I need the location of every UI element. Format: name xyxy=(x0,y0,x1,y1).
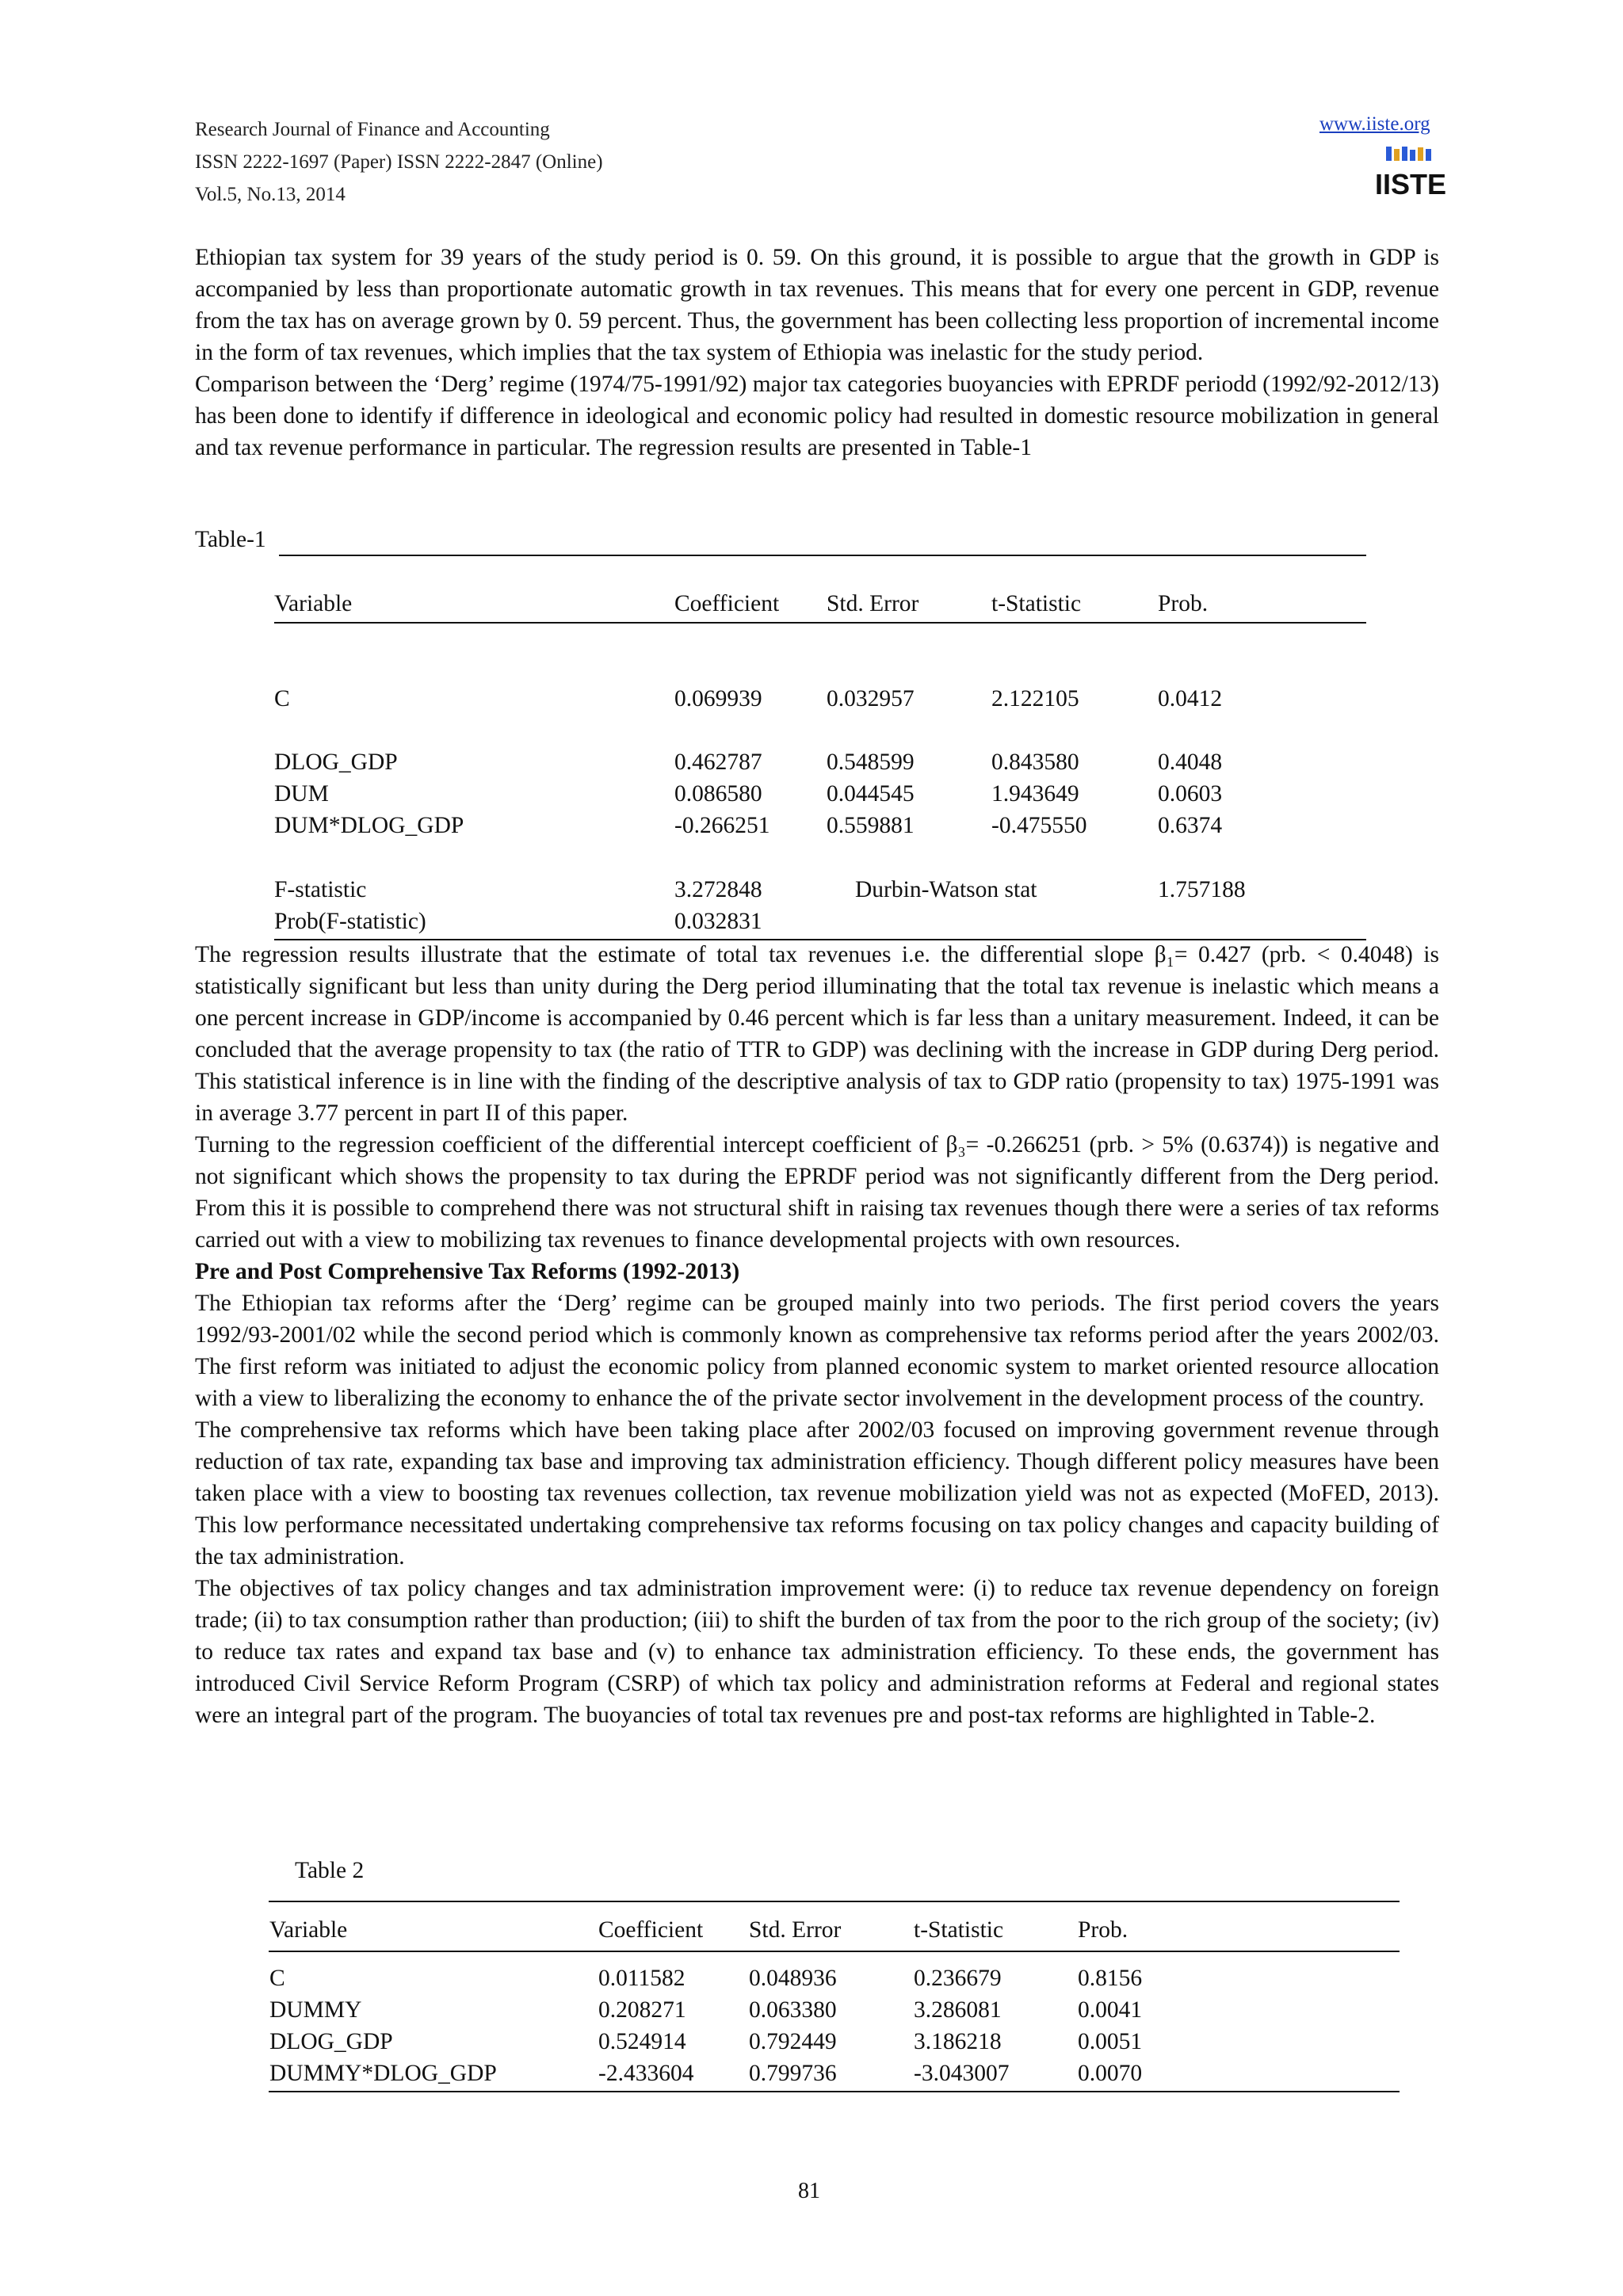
paragraph: The comprehensive tax reforms which have been taking place after 2002/03 focused on improving government revenue through reduction of tax rate, expanding tax base and improving tax administration efficiency. Though different policy measures have been taken place with a view to boosting tax revenues collection, tax revenue mobilization yield was not as expected (MoFED, 2013). This low performance necessitated undertaking comprehensive tax reforms focusing on tax policy changes and capacity building of the tax administration. xyxy=(195,1417,1439,1569)
table1-cell: 0.559881 xyxy=(827,813,915,838)
table1-top-rule xyxy=(279,555,1366,556)
paragraph: The regression results illustrate that the estimate of total tax revenues i.e. the differential slope β₁= 0.427 (prb. < 0.4048) is statistically significant but less than unity during the Derg period illuminating that the total tax revenue is inelastic which means a one percent increase in GDP/income is accompanied by 0.46 percent which is far less than a unitary measurement. Indeed, it can be concluded that the average propensity to tax (the ratio of TTR to GDP) was declining with the increase in GDP during Derg period. This statistical inference is in line with the finding of the descriptive analysis of tax to GDP ratio (propensity to tax) 1975-1991 was in average 3.77 percent in part II of this paper. xyxy=(195,942,1439,1126)
table2-cell: -3.043007 xyxy=(914,2061,1010,2086)
table2-caption: Table 2 xyxy=(295,1858,365,1883)
table1-stat-label: Durbin-Watson stat xyxy=(855,877,1037,902)
table1-cell: 0.032957 xyxy=(827,686,915,711)
table2-cell: 0.236679 xyxy=(914,1966,1002,1991)
table2-header-rule xyxy=(269,1951,1400,1952)
table2-header: Coefficient xyxy=(598,1917,704,1943)
paragraph: The objectives of tax policy changes and tax administration improvement were: (i) to reduce tax revenue dependency on foreign trade; (ii) to tax consumption rather than production; (iii) to shift the burden of tax from the poor to the rich group of the society; (iv) to reduce tax rates and expand tax base and (v) to enhance tax administration efficiency. To these ends, the government has introduced Civil Service Reform Program (CSRP) of which tax policy and administration reforms at Federal and regional states were an integral part of the program. The buoyancies of total tax revenues pre and post-tax reforms are highlighted in Table-2. xyxy=(195,1576,1439,1728)
table2-header: Std. Error xyxy=(749,1917,842,1943)
table1-stat-label: F-statistic xyxy=(274,877,367,902)
table2-cell: 0.011582 xyxy=(598,1966,685,1991)
table1-header: Coefficient xyxy=(674,591,780,616)
table1-cell: -0.475550 xyxy=(991,813,1087,838)
section-heading: Pre and Post Comprehensive Tax Reforms (1992-2013) xyxy=(195,1259,740,1284)
table2-cell: 3.186218 xyxy=(914,2029,1002,2054)
table1-header: Variable xyxy=(274,591,353,616)
body-text-top xyxy=(195,242,1439,463)
paragraph: Turning to the regression coefficient of the differential intercept coefficient of β₃= -0.266251 (prb. > 5% (0.6374)) is negative and not significant which shows the propensity to tax during the EPRDF period was not significantly different from the Derg period. From this it is possible to comprehend there was not structural shift in raising tax revenues though there were a series of tax reforms carried out with a view to mobilizing tax revenues to finance developmental projects with own resources. xyxy=(195,1132,1439,1253)
table2-bottom-rule xyxy=(269,2091,1400,2092)
table2-cell: 0.0041 xyxy=(1078,1997,1143,2023)
table2-header: Variable xyxy=(269,1917,348,1943)
table1-cell: 0.044545 xyxy=(827,781,915,807)
table1-cell: 0.0412 xyxy=(1158,686,1223,711)
table2-cell: 0.799736 xyxy=(749,2061,837,2086)
table1-stat-value: 3.272848 xyxy=(674,877,762,902)
table2-cell: 0.208271 xyxy=(598,1997,686,2023)
table1-cell: DUM xyxy=(274,781,329,807)
table1-cell: 0.6374 xyxy=(1158,813,1223,838)
table1-header: Prob. xyxy=(1158,591,1209,616)
table1-stat-value: 1.757188 xyxy=(1158,877,1246,902)
table1-header: t-Statistic xyxy=(991,591,1082,616)
journal-title: Research Journal of Finance and Accounting xyxy=(195,119,550,140)
iiste-logo xyxy=(1374,147,1447,204)
table1-cell: DLOG_GDP xyxy=(274,749,398,775)
table2-cell: 0.792449 xyxy=(749,2029,837,2054)
table1-stat-value: 0.032831 xyxy=(674,909,762,934)
table1-header: Std. Error xyxy=(827,591,919,616)
table1-header-rule xyxy=(274,622,1366,624)
table2-cell: DLOG_GDP xyxy=(269,2029,393,2054)
table1-stat-label: Prob(F-statistic) xyxy=(274,909,426,934)
table2-cell: C xyxy=(269,1966,285,1991)
table1-cell: 1.943649 xyxy=(991,781,1079,807)
table2-cell: 0.063380 xyxy=(749,1997,837,2023)
volume-line: Vol.5, No.13, 2014 xyxy=(195,184,346,205)
table2-cell: 0.524914 xyxy=(598,2029,686,2054)
table1-cell: C xyxy=(274,686,290,711)
table2-cell: -2.433604 xyxy=(598,2061,694,2086)
table2-top-rule xyxy=(269,1901,1400,1902)
page-number: 81 xyxy=(798,2179,820,2203)
table1-cell: 0.086580 xyxy=(674,781,762,807)
table2-cell: DUMMY*DLOG_GDP xyxy=(269,2061,497,2086)
table2-cell: DUMMY xyxy=(269,1997,362,2023)
table1-cell: 0.843580 xyxy=(991,749,1079,775)
paragraph: Ethiopian tax system for 39 years of the study period is 0. 59. On this ground, it is possible to argue that the growth in GDP is accompanied by less than proportionate automatic growth in tax revenues. This means that for every one percent in GDP, revenue from the tax has on average grown by 0. 59 percent. Thus, the government has been collecting less proportion of incremental income in the form of tax revenues, which implies that the tax system of Ethiopia was inelastic for the study period. xyxy=(195,245,1439,365)
table1-cell: 0.462787 xyxy=(674,749,762,775)
table2-header: Prob. xyxy=(1078,1917,1128,1943)
table1-cell: -0.266251 xyxy=(674,813,770,838)
table1-cell: 2.122105 xyxy=(991,686,1079,711)
table1-cell: 0.0603 xyxy=(1158,781,1223,807)
table2-cell: 0.0051 xyxy=(1078,2029,1143,2054)
table1-cell: 0.548599 xyxy=(827,749,915,775)
table2-cell: 3.286081 xyxy=(914,1997,1002,2023)
table2-cell: 0.0070 xyxy=(1078,2061,1143,2086)
table1-caption: Table-1 xyxy=(195,527,266,552)
table1-cell: 0.069939 xyxy=(674,686,762,711)
table1-cell: 0.4048 xyxy=(1158,749,1223,775)
table2-cell: 0.8156 xyxy=(1078,1966,1143,1991)
journal-url-link[interactable]: www.iiste.org xyxy=(1319,113,1430,135)
paragraph: Comparison between the ‘Derg’ regime (1974/75-1991/92) major tax categories buoyancies with EPRDF periodd (1992/92-2012/13) has been done to identify if difference in ideological and economic policy had resulted in domestic resource mobilization in general and tax revenue performance in particular. The regression results are presented in Table-1 xyxy=(195,372,1439,460)
body-text-middle xyxy=(195,939,1439,1731)
table2-header: t-Statistic xyxy=(914,1917,1004,1943)
table1-cell: DUM*DLOG_GDP xyxy=(274,813,464,838)
paragraph: The Ethiopian tax reforms after the ‘Derg’ regime can be grouped mainly into two periods. The first period covers the years 1992/93-2001/02 while the second period which is commonly known as comprehensive tax reforms period after the years 2002/03. The first reform was initiated to adjust the economic policy from planned economic system to market oriented resource allocation with a view to liberalizing the economy to enhance the of the private sector involvement in the development process of the country. xyxy=(195,1291,1439,1411)
svg-text:IISTE: IISTE xyxy=(1374,168,1447,200)
table2-cell: 0.048936 xyxy=(749,1966,837,1991)
issn-line: ISSN 2222-1697 (Paper) ISSN 2222-2847 (Online) xyxy=(195,151,603,173)
